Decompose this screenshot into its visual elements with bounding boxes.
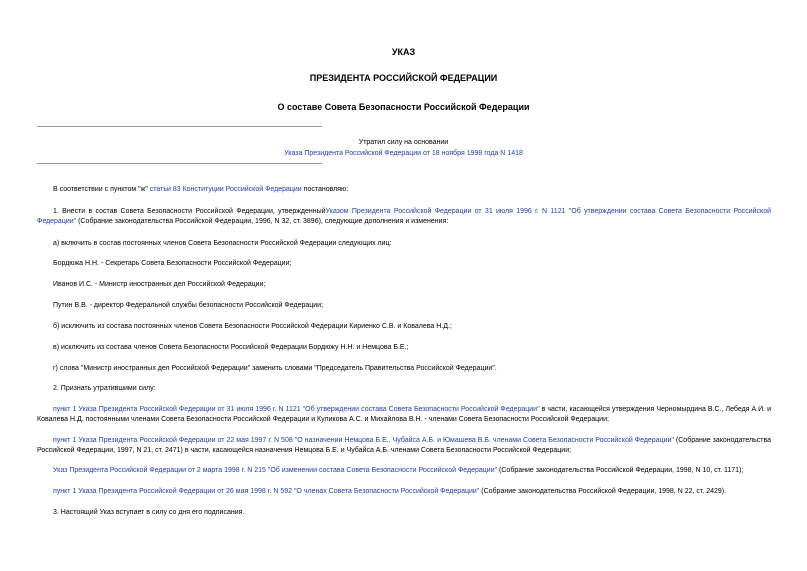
repealed-item-1 [37, 405, 771, 425]
decree-title: О составе Совета Безопасности Российской Федерации [277, 102, 530, 112]
repealed-item-4 [37, 487, 771, 497]
text: (Собрание законодательства Российской Федерации, 1998, N 10, ст. 1171); [497, 467, 744, 474]
decree-heading: УКАЗ [391, 47, 416, 57]
text: (Собрание законодательства Российской Федерации, 1996, N 32, ст. 3896), следующие дополнения и изменения: [76, 218, 449, 225]
divider-top [37, 126, 322, 127]
repealed-link-3[interactable]: Указ Президента Российской Федерации от 2 марта 1998 г. N 215 "Об изменении состава Совета Безопасности Российской Федерации" [53, 467, 498, 474]
text: в части, касающейся утверждения Черномырдина В.С., Лебедя А.И. и Ковалева Н.Д. постоянными членами Совета Безопасности Российской Федерации и Куликова А.С. и Михайлова В.Н. - членами Совета Безопасности Российской Федерации; [37, 406, 771, 423]
repealed-link-2[interactable]: пункт 1 Указа Президента Российской Федерации от 22 мая 1997 г. N 508 "О назначении Немцова Б.Е., Чубайса А.Б. и Юмашева В.Б. членами Совета Безопасности Российской Федерации" [53, 437, 674, 444]
member-bordyuzha: Бордюжа Н.Н. - Секретарь Совета Безопасности Российской Федерации; [53, 260, 292, 267]
status-note: Утратил силу на основании [358, 139, 449, 146]
status-note-line [0, 150, 807, 157]
decree-1121-link[interactable]: Указом Президента Российской Федерации от 31 июля 1996 г. N 1121 "Об утверждении состава Совета Безопасности Российской Федерации" [37, 208, 771, 225]
repealed-link-1[interactable]: пункт 1 Указа Президента Российской Федерации от 31 июля 1996 г. N 1121 "Об утверждении состава Совета Безопасности Российской Федерации" [53, 406, 540, 413]
paragraph-1 [37, 207, 771, 227]
divider-bottom [37, 163, 322, 164]
paragraph-2: 2. Признать утратившими силу: [53, 385, 156, 392]
paragraph-b: б) исключить из состава постоянных членов Совета Безопасности Российской Федерации Кириенко С.В. и Ковалева Н.Д.; [53, 323, 452, 330]
text: постановляю: [301, 186, 349, 193]
member-ivanov: Иванов И.С. - Министр иностранных дел Российской Федерации; [53, 281, 266, 288]
paragraph-intro [37, 185, 771, 195]
text: (Собрание законодательства Российской Федерации, 1997, N 21, ст. 2471) в части, касающейся назначения Немцова Б.Е. и Чубайса А.Б. членами Совета Безопасности Российской Федерации; [37, 437, 771, 454]
paragraph-3: 3. Настоящий Указ вступает в силу со дня его подписания. [53, 509, 245, 516]
member-putin: Путин В.В. - директор Федеральной службы безопасности Российской Федерации; [53, 302, 324, 309]
constitution-link[interactable]: статьи 83 Конституции Российской Федерации [149, 186, 302, 193]
paragraph-a: а) включить в состав постоянных членов Совета Безопасности Российской Федерации следующих лиц: [53, 240, 392, 247]
paragraph-v: в) исключить из состава членов Совета Безопасности Российской Федерации Бордюжу Н.Н. и Немцова Б.Е.; [53, 344, 409, 351]
text: 1. Внести в состав Совета Безопасности Российской Федерации, утвержденный [53, 208, 326, 215]
paragraph-g: г) слова "Министр иностранных дел Российской Федерации" заменить словами "Председатель Правительства Российской Федерации". [53, 365, 497, 372]
text: В соответствии с пунктом "ж" [53, 186, 150, 193]
repealed-item-2 [37, 436, 771, 456]
repeal-decree-link[interactable]: Указа Президента Российской Федерации от 18 ноября 1998 года N 1418 [284, 150, 523, 157]
repealed-link-4[interactable]: пункт 1 Указа Президента Российской Федерации от 26 мая 1998 г. N 592 "О членах Совета Безопасности Российской Федерации" [53, 488, 480, 495]
repealed-item-3 [37, 466, 771, 476]
decree-issuer: ПРЕЗИДЕНТА РОССИЙСКОЙ ФЕДЕРАЦИИ [309, 73, 498, 83]
text: (Собрание законодательства Российской Федерации, 1998, N 22, ст. 2429). [479, 488, 727, 495]
